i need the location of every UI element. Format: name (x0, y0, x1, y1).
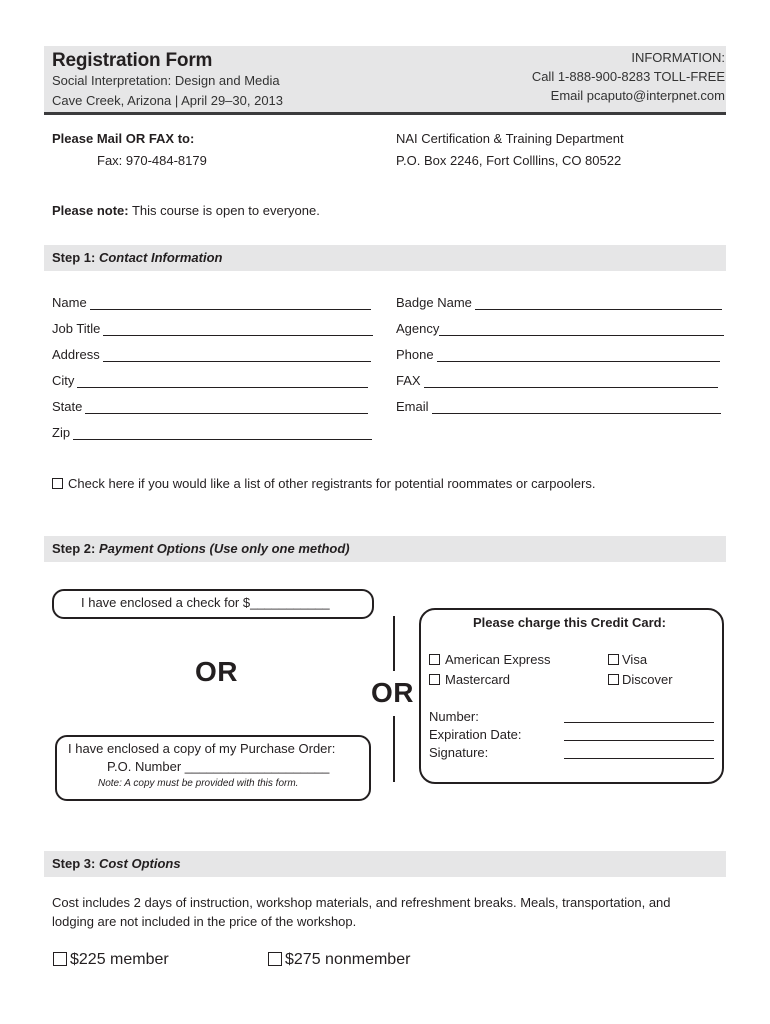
step1-prefix: Step 1: (52, 250, 99, 265)
fax-field[interactable] (396, 372, 718, 388)
step3-prefix: Step 3: (52, 856, 99, 871)
name-label: Name (52, 295, 87, 310)
mastercard-checkbox[interactable] (429, 674, 440, 685)
step3-title: Cost Options (98, 856, 181, 871)
mail-address: P.O. Box 2246, Fort Colllins, CO 80522 (396, 153, 622, 168)
member-checkbox[interactable] (53, 952, 67, 966)
member-option[interactable] (53, 951, 169, 969)
info-label: INFORMATION: (631, 50, 725, 65)
visa-label: Visa (622, 652, 648, 667)
note-label: Please note: (52, 203, 129, 218)
address-input-line[interactable] (103, 350, 371, 362)
amex-option[interactable] (429, 652, 550, 667)
job-title-input-line[interactable] (103, 324, 373, 336)
job-title-label: Job Title (52, 321, 101, 336)
fax-input-line[interactable] (424, 376, 718, 388)
cc-number-label: Number: (429, 709, 479, 724)
phone-field[interactable] (396, 346, 720, 362)
fax-number: Fax: 970-484-8179 (97, 153, 207, 168)
mail-label: Please Mail OR FAX to: (52, 131, 195, 146)
nonmember-option[interactable] (268, 951, 410, 969)
badge-name-input-line[interactable] (475, 298, 722, 310)
zip-field[interactable] (52, 424, 372, 440)
cc-expiration-label: Expiration Date: (429, 727, 522, 742)
or-left-text: OR (195, 656, 238, 687)
agency-field[interactable] (396, 320, 724, 336)
or-middle-text: OR (371, 677, 414, 708)
visa-option[interactable] (608, 652, 647, 667)
cost-description-line2: lodging are not included in the price of the workshop. (52, 914, 357, 929)
phone-label: Phone (396, 347, 434, 362)
name-field[interactable] (52, 294, 371, 310)
phone-input-line[interactable] (437, 350, 720, 362)
visa-checkbox[interactable] (608, 654, 619, 665)
note-text: This course is open to everyone. (128, 203, 320, 218)
discover-label: Discover (622, 672, 673, 687)
step1-heading (52, 250, 222, 265)
po-number: P.O. Number ____________________ (107, 759, 330, 774)
state-field[interactable] (52, 398, 368, 414)
header-rule (44, 112, 726, 115)
email-label: Email (396, 399, 429, 414)
step3-heading (52, 856, 181, 871)
member-label: $225 member (70, 951, 169, 968)
po-note: Note: A copy must be provided with this form. (98, 778, 299, 789)
discover-option[interactable] (608, 672, 673, 687)
cc-signature-label: Signature: (429, 745, 489, 760)
mastercard-label: Mastercard (445, 672, 511, 687)
roommate-checkbox-row[interactable] (52, 476, 595, 491)
cc-number-line[interactable] (564, 722, 714, 723)
agency-input-line[interactable] (439, 324, 724, 336)
credit-card-title: Please charge this Credit Card: (473, 615, 666, 630)
email-input-line[interactable] (432, 402, 721, 414)
check-option-text: I have enclosed a check for $___________ (81, 595, 330, 610)
roommate-checkbox[interactable] (52, 478, 63, 489)
badge-name-label: Badge Name (396, 295, 472, 310)
po-text: I have enclosed a copy of my Purchase Order: (68, 741, 336, 756)
fax-label: FAX (396, 373, 421, 388)
note (52, 203, 320, 218)
agency-label: Agency (396, 321, 440, 336)
badge-name-field[interactable] (396, 294, 722, 310)
step2-title: Payment Options (Use only one method) (98, 541, 350, 556)
mail-department: NAI Certification & Training Department (396, 131, 624, 146)
state-input-line[interactable] (85, 402, 368, 414)
event-title: Social Interpretation: Design and Media (52, 73, 280, 88)
email-field[interactable] (396, 398, 721, 414)
cost-description-line1: Cost includes 2 days of instruction, workshop materials, and refreshment breaks. Meals, transportation, and (52, 895, 671, 910)
address-label: Address (52, 347, 100, 362)
city-label: City (52, 373, 75, 388)
zip-label: Zip (52, 425, 71, 440)
or-divider-top (393, 616, 395, 671)
state-label: State (52, 399, 83, 414)
nonmember-checkbox[interactable] (268, 952, 282, 966)
nonmember-label: $275 nonmember (285, 951, 411, 968)
info-email: Email pcaputo@interpnet.com (550, 88, 725, 103)
mastercard-option[interactable] (429, 672, 510, 687)
cc-signature-line[interactable] (564, 758, 714, 759)
info-phone: Call 1-888-900-8283 TOLL-FREE (531, 69, 725, 84)
address-field[interactable] (52, 346, 371, 362)
amex-label: American Express (445, 652, 551, 667)
discover-checkbox[interactable] (608, 674, 619, 685)
event-location-date: Cave Creek, Arizona | April 29–30, 2013 (52, 93, 284, 108)
amex-checkbox[interactable] (429, 654, 440, 665)
cc-expiration-line[interactable] (564, 740, 714, 741)
step2-heading (52, 541, 350, 556)
step1-title: Contact Information (98, 250, 223, 265)
name-input-line[interactable] (90, 298, 371, 310)
zip-input-line[interactable] (73, 428, 372, 440)
page-title: Registration Form (52, 50, 213, 71)
or-divider-bottom (393, 716, 395, 782)
city-field[interactable] (52, 372, 368, 388)
step2-prefix: Step 2: (52, 541, 99, 556)
roommate-checkbox-label: Check here if you would like a list of other registrants for potential roommates or carpoolers. (68, 476, 596, 491)
city-input-line[interactable] (77, 376, 368, 388)
job-title-field[interactable] (52, 320, 373, 336)
